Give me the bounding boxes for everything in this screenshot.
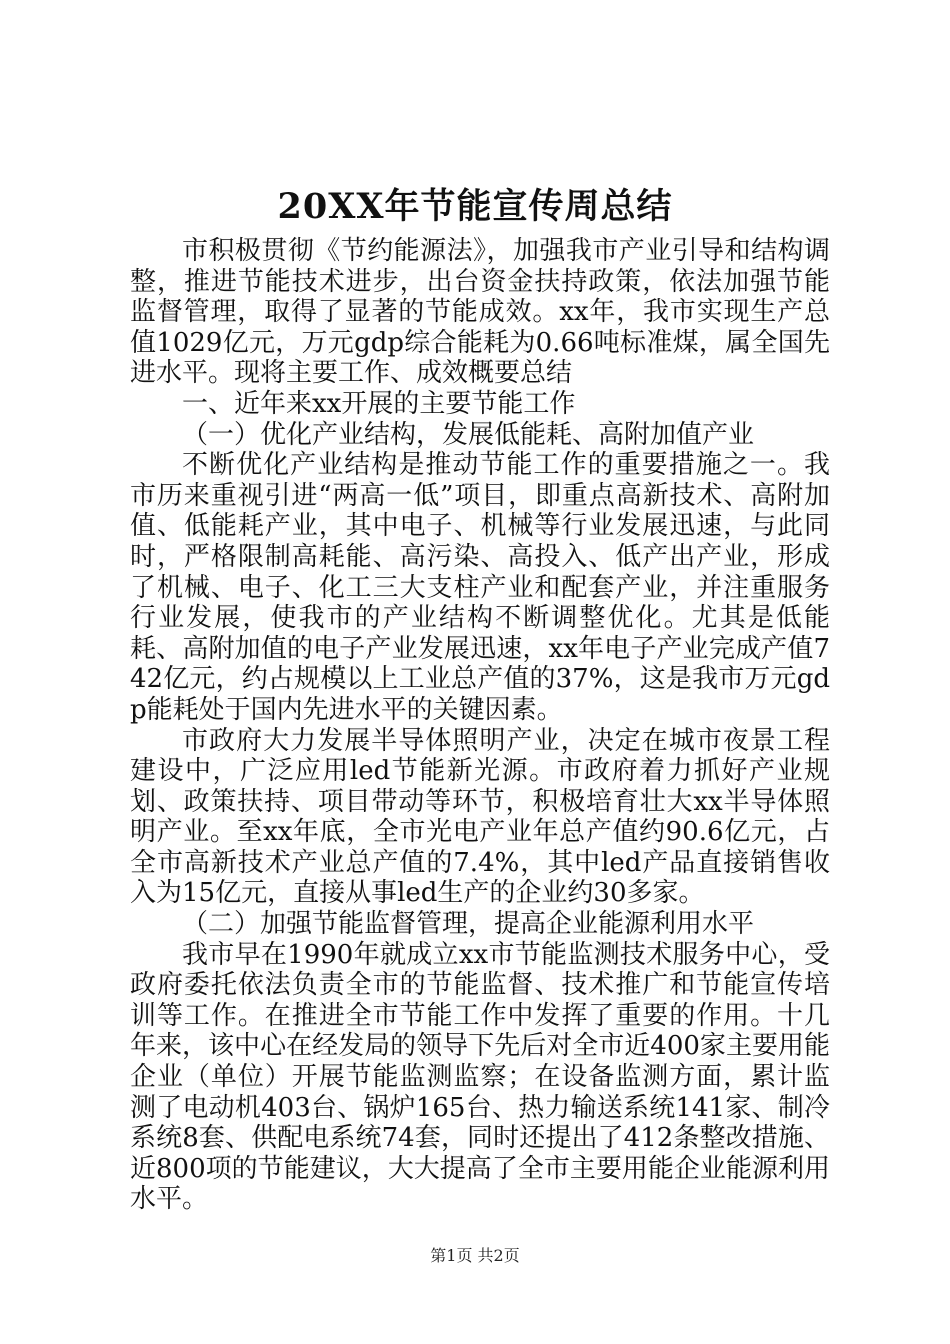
section-heading-1: 一、近年来xx开展的主要节能工作 xyxy=(182,388,576,419)
paragraph-energy-monitoring: 我市早在1990年就成立xx市节能监测技术服务中心，受政府委托依法负责全市的节能监督、技术推广和节能宣传培训等工作。在推进全市节能工作中发挥了重要的作用。十几年来，该中心在经发局的领导下先后对全市近400家主要用能企业（单位）开展节能监测监察；在设备监测方面，累计监测了电动机403台、锅炉165台、热力输送系统141家、制冷系统8套、供配电系统74套，同时还提出了412条整改措施、近800项的节能建议，大大提高了全市主要用能企业能源利用水平。 xyxy=(130,939,830,1215)
page-footer: 第1页 共2页 xyxy=(430,1246,520,1265)
paragraph-semiconductor-lighting: 市政府大力发展半导体照明产业，决定在城市夜景工程建设中，广泛应用led节能新光源。市政府着力抓好产业规划、政策扶持、项目带动等环节，积极培育壮大xx半导体照明产业。至xx年底，全市光电产业年总产值约90.6亿元，占全市高新技术产业总产值的7.4%，其中led产品直接销售收入为15亿元，直接从事led生产的企业约30多家。 xyxy=(130,725,830,909)
subsection-heading-2: （二）加强节能监督管理，提高企业能源利用水平 xyxy=(182,909,755,940)
subsection-heading-1: （一）优化产业结构，发展低能耗、高附加值产业 xyxy=(182,419,755,450)
document-title: 20XX年节能宣传周总结 xyxy=(277,186,673,227)
document-body xyxy=(130,236,830,1215)
paragraph-intro: 市积极贯彻《节约能源法》，加强我市产业引导和结构调整，推进节能技术进步，出台资金扶持政策，依法加强节能监督管理，取得了显著的节能成效。xx年，我市实现生产总值1029亿元，万元gdp综合能耗为0.66吨标准煤，属全国先进水平。现将主要工作、成效概要总结 xyxy=(130,236,830,389)
paragraph-industry-structure: 不断优化产业结构是推动节能工作的重要措施之一。我市历来重视引进“两高一低”项目，即重点高新技术、高附加值、低能耗产业，其中电子、机械等行业发展迅速，与此同时，严格限制高耗能、高污染、高投入、低产出产业，形成了机械、电子、化工三大支柱产业和配套产业，并注重服务行业发展，使我市的产业结构不断调整优化。尤其是低能耗、高附加值的电子产业发展迅速，xx年电子产业完成产值742亿元，约占规模以上工业总产值的37%，这是我市万元gdp能耗处于国内先进水平的关键因素。 xyxy=(130,450,830,725)
